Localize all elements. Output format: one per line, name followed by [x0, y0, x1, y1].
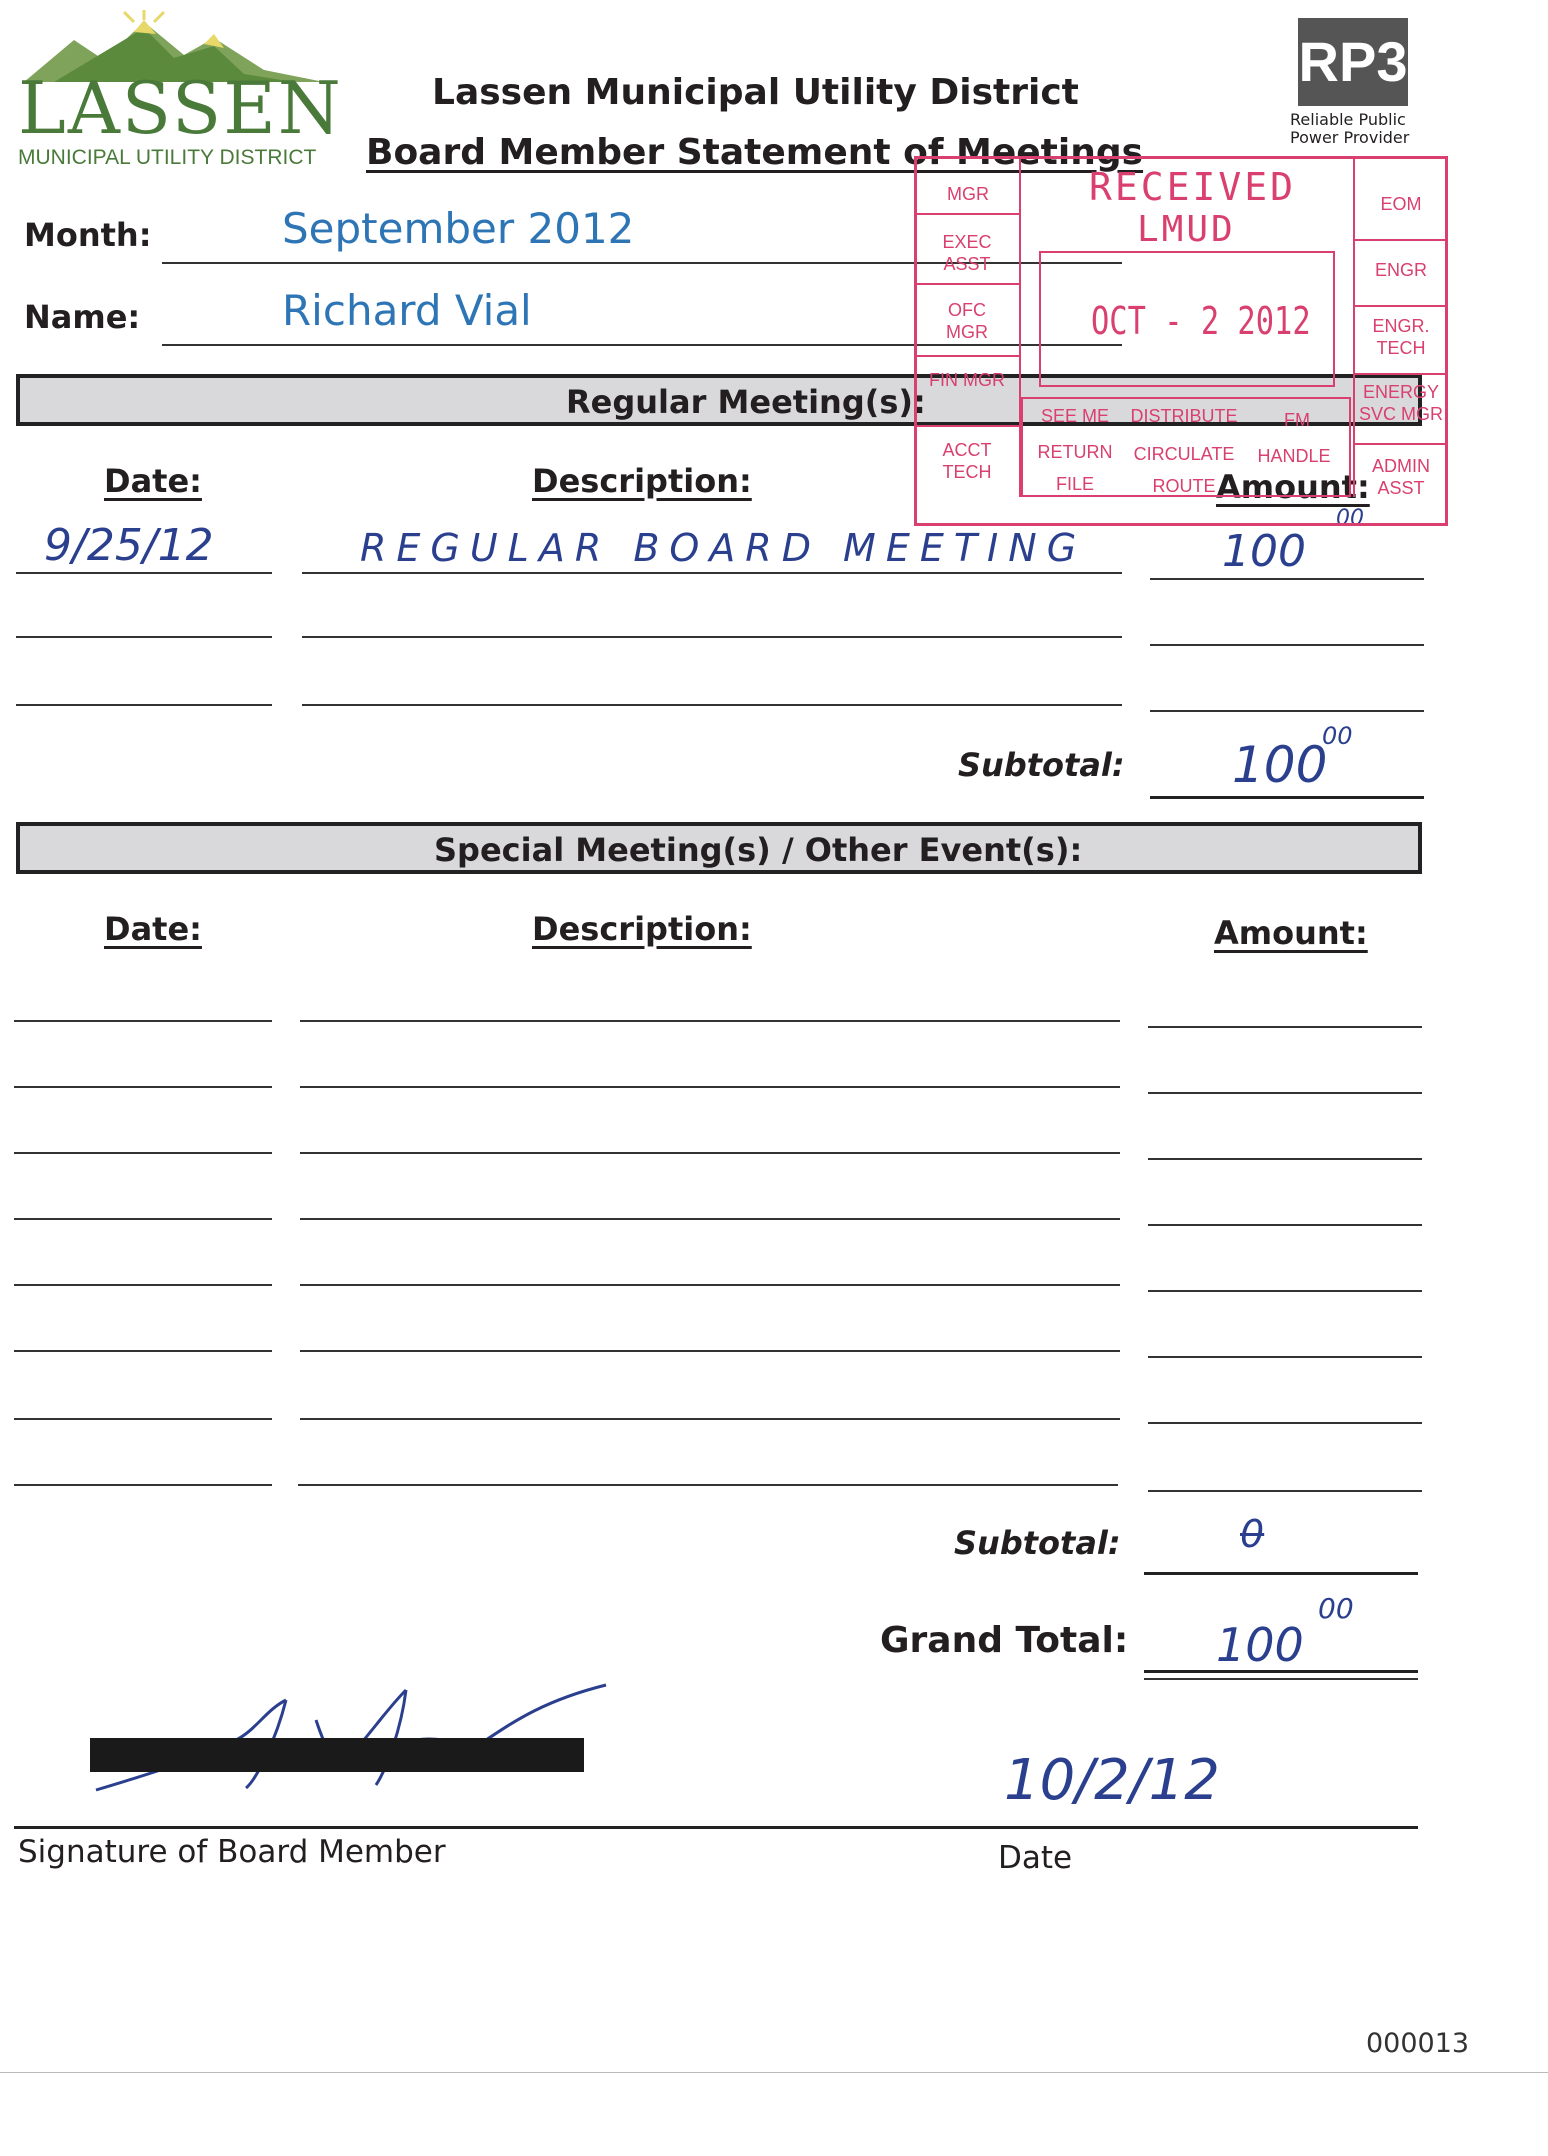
- stamp-divider: [1353, 239, 1448, 241]
- stamp-cell-energy-svc-mgr: ENERGY SVC MGR: [1358, 382, 1443, 424]
- name-label: Name:: [24, 298, 141, 336]
- regular-meetings-title: Regular Meeting(s):: [566, 383, 926, 421]
- regular-row-2-amount-line: [1150, 644, 1424, 646]
- signature-line: [14, 1826, 1418, 1829]
- grand-total-cents: 00: [1318, 1592, 1354, 1625]
- stamp-cell-mgr: MGR: [947, 184, 989, 204]
- stamp-divider: [1353, 443, 1448, 445]
- regular-row-1-amount-line: [1150, 578, 1424, 580]
- stamp-cell-engr: ENGR: [1374, 260, 1427, 280]
- stamp-org: LMUD: [1137, 209, 1236, 250]
- regular-subtotal-line: [1150, 796, 1424, 799]
- stamp-cell-circulate: CIRCULATE: [1133, 444, 1235, 464]
- special-subtotal-line: [1144, 1572, 1418, 1575]
- stamp-cell-fm: FM: [1284, 410, 1310, 430]
- stamp-divider: [917, 213, 1021, 215]
- stamp-cell-admin-asst: ADMIN ASST: [1372, 456, 1430, 498]
- special-row-5-amount-line: [1148, 1290, 1422, 1292]
- stamp-divider: [1353, 373, 1448, 375]
- signature-date-label: Date: [998, 1840, 1073, 1876]
- special-row-4-date-line: [14, 1218, 272, 1220]
- special-row-3-desc-line: [300, 1152, 1120, 1154]
- form-title: Board Member Statement of Meetings: [366, 132, 1144, 173]
- special-row-2-amount-line: [1148, 1092, 1422, 1094]
- regular-row-1-date-line: [16, 572, 272, 574]
- regular-row-3-desc-line: [302, 704, 1122, 706]
- special-row-1-desc-line: [300, 1020, 1120, 1022]
- regular-subtotal-label: Subtotal:: [958, 746, 1125, 784]
- special-row-6-desc-line: [300, 1350, 1120, 1352]
- stamp-cell-return: RETURN: [1037, 442, 1113, 462]
- stamp-divider: [917, 283, 1021, 285]
- stamp-divider: [1353, 305, 1448, 307]
- grand-total-label: Grand Total:: [880, 1620, 1129, 1661]
- regular-subtotal-value: 100: [1232, 736, 1328, 794]
- special-row-5-desc-line: [300, 1284, 1120, 1286]
- stamp-cell-exec-asst: EXEC ASST: [942, 232, 992, 274]
- regular-date-header: Date:: [104, 462, 202, 500]
- special-row-4-desc-line: [300, 1218, 1120, 1220]
- stamp-cell-see-me: SEE ME: [1040, 406, 1110, 426]
- stamp-cell-ofc-mgr: OFC MGR: [946, 300, 988, 342]
- regular-row-2-date-line: [16, 636, 272, 638]
- regular-amount-header: Amount:: [1216, 468, 1370, 506]
- stamp-date: OCT - 2 2012: [1091, 299, 1311, 343]
- logo-name: LASSEN: [18, 66, 343, 150]
- regular-row-amount: 100: [1222, 526, 1306, 577]
- rp3-caption-1: Reliable Public: [1290, 110, 1406, 129]
- logo-subtitle: MUNICIPAL UTILITY DISTRICT: [18, 146, 317, 169]
- special-row-2-desc-line: [300, 1086, 1120, 1088]
- special-row-8-desc-line: [298, 1484, 1118, 1486]
- regular-row-description: REGULAR BOARD MEETING: [360, 526, 1087, 570]
- special-row-3-amount-line: [1148, 1158, 1422, 1160]
- special-amount-header: Amount:: [1214, 914, 1368, 952]
- stamp-received: RECEIVED: [1089, 165, 1297, 209]
- special-row-4-amount-line: [1148, 1224, 1422, 1226]
- special-row-2-date-line: [14, 1086, 272, 1088]
- regular-subtotal-cents: 00: [1322, 722, 1353, 750]
- grand-total-line-2: [1144, 1678, 1418, 1680]
- stamp-cell-distribute: DISTRIBUTE: [1130, 406, 1238, 426]
- special-row-1-amount-line: [1148, 1026, 1422, 1028]
- special-row-5-date-line: [14, 1284, 272, 1286]
- regular-row-amount-cents: 00: [1336, 506, 1364, 531]
- special-row-7-amount-line: [1148, 1422, 1422, 1424]
- special-row-7-desc-line: [300, 1418, 1120, 1420]
- footer-line: [0, 2072, 1548, 2073]
- regular-row-3-date-line: [16, 704, 272, 706]
- special-row-1-date-line: [14, 1020, 272, 1022]
- special-description-header: Description:: [532, 910, 752, 948]
- stamp-cell-engr-tech: ENGR. TECH: [1372, 316, 1430, 358]
- stamp-cell-acct-tech: ACCT TECH: [942, 440, 992, 482]
- special-row-7-date-line: [14, 1418, 272, 1420]
- special-subtotal-label: Subtotal:: [954, 1524, 1121, 1562]
- signature-redaction: [90, 1738, 584, 1772]
- grand-total-line-1: [1144, 1670, 1418, 1673]
- grand-total-value: 100: [1216, 1618, 1304, 1672]
- page-number: 000013: [1366, 2028, 1470, 2059]
- regular-row-2-desc-line: [302, 636, 1122, 638]
- special-row-6-date-line: [14, 1350, 272, 1352]
- rp3-logo: [1288, 18, 1418, 148]
- regular-row-1-desc-line: [302, 572, 1122, 574]
- special-row-8-amount-line: [1148, 1490, 1422, 1492]
- stamp-cell-route: ROUTE: [1152, 476, 1216, 496]
- special-subtotal-value: 0: [1240, 1512, 1265, 1556]
- special-meetings-title: Special Meeting(s) / Other Event(s):: [434, 831, 1083, 869]
- stamp-cell-file: FILE: [1055, 474, 1094, 494]
- special-row-8-date-line: [14, 1484, 272, 1486]
- regular-row-date: 9/25/12: [44, 520, 214, 571]
- month-label: Month:: [24, 216, 152, 254]
- stamp-cell-fin-mgr: FIN MGR: [929, 370, 1005, 390]
- name-value: Richard Vial: [282, 286, 532, 335]
- stamp-divider: [917, 425, 1021, 427]
- rp3-caption-2: Power Provider: [1290, 128, 1410, 147]
- stamp-divider: [917, 355, 1021, 357]
- lassen-logo: [14, 10, 343, 170]
- rp3-mark: RP3: [1298, 18, 1408, 106]
- org-title: Lassen Municipal Utility District: [432, 72, 1079, 113]
- regular-description-header: Description:: [532, 462, 752, 500]
- special-date-header: Date:: [104, 910, 202, 948]
- special-row-6-amount-line: [1148, 1356, 1422, 1358]
- special-meetings-bar: [16, 822, 1422, 874]
- stamp-cell-handle: HANDLE: [1257, 446, 1331, 466]
- signature-date-value: 10/2/12: [1004, 1748, 1220, 1813]
- received-stamp: [914, 156, 1448, 526]
- month-value: September 2012: [282, 204, 635, 253]
- signature-label: Signature of Board Member: [18, 1834, 446, 1870]
- stamp-cell-eom: EOM: [1380, 194, 1422, 214]
- special-row-3-date-line: [14, 1152, 272, 1154]
- regular-row-3-amount-line: [1150, 710, 1424, 712]
